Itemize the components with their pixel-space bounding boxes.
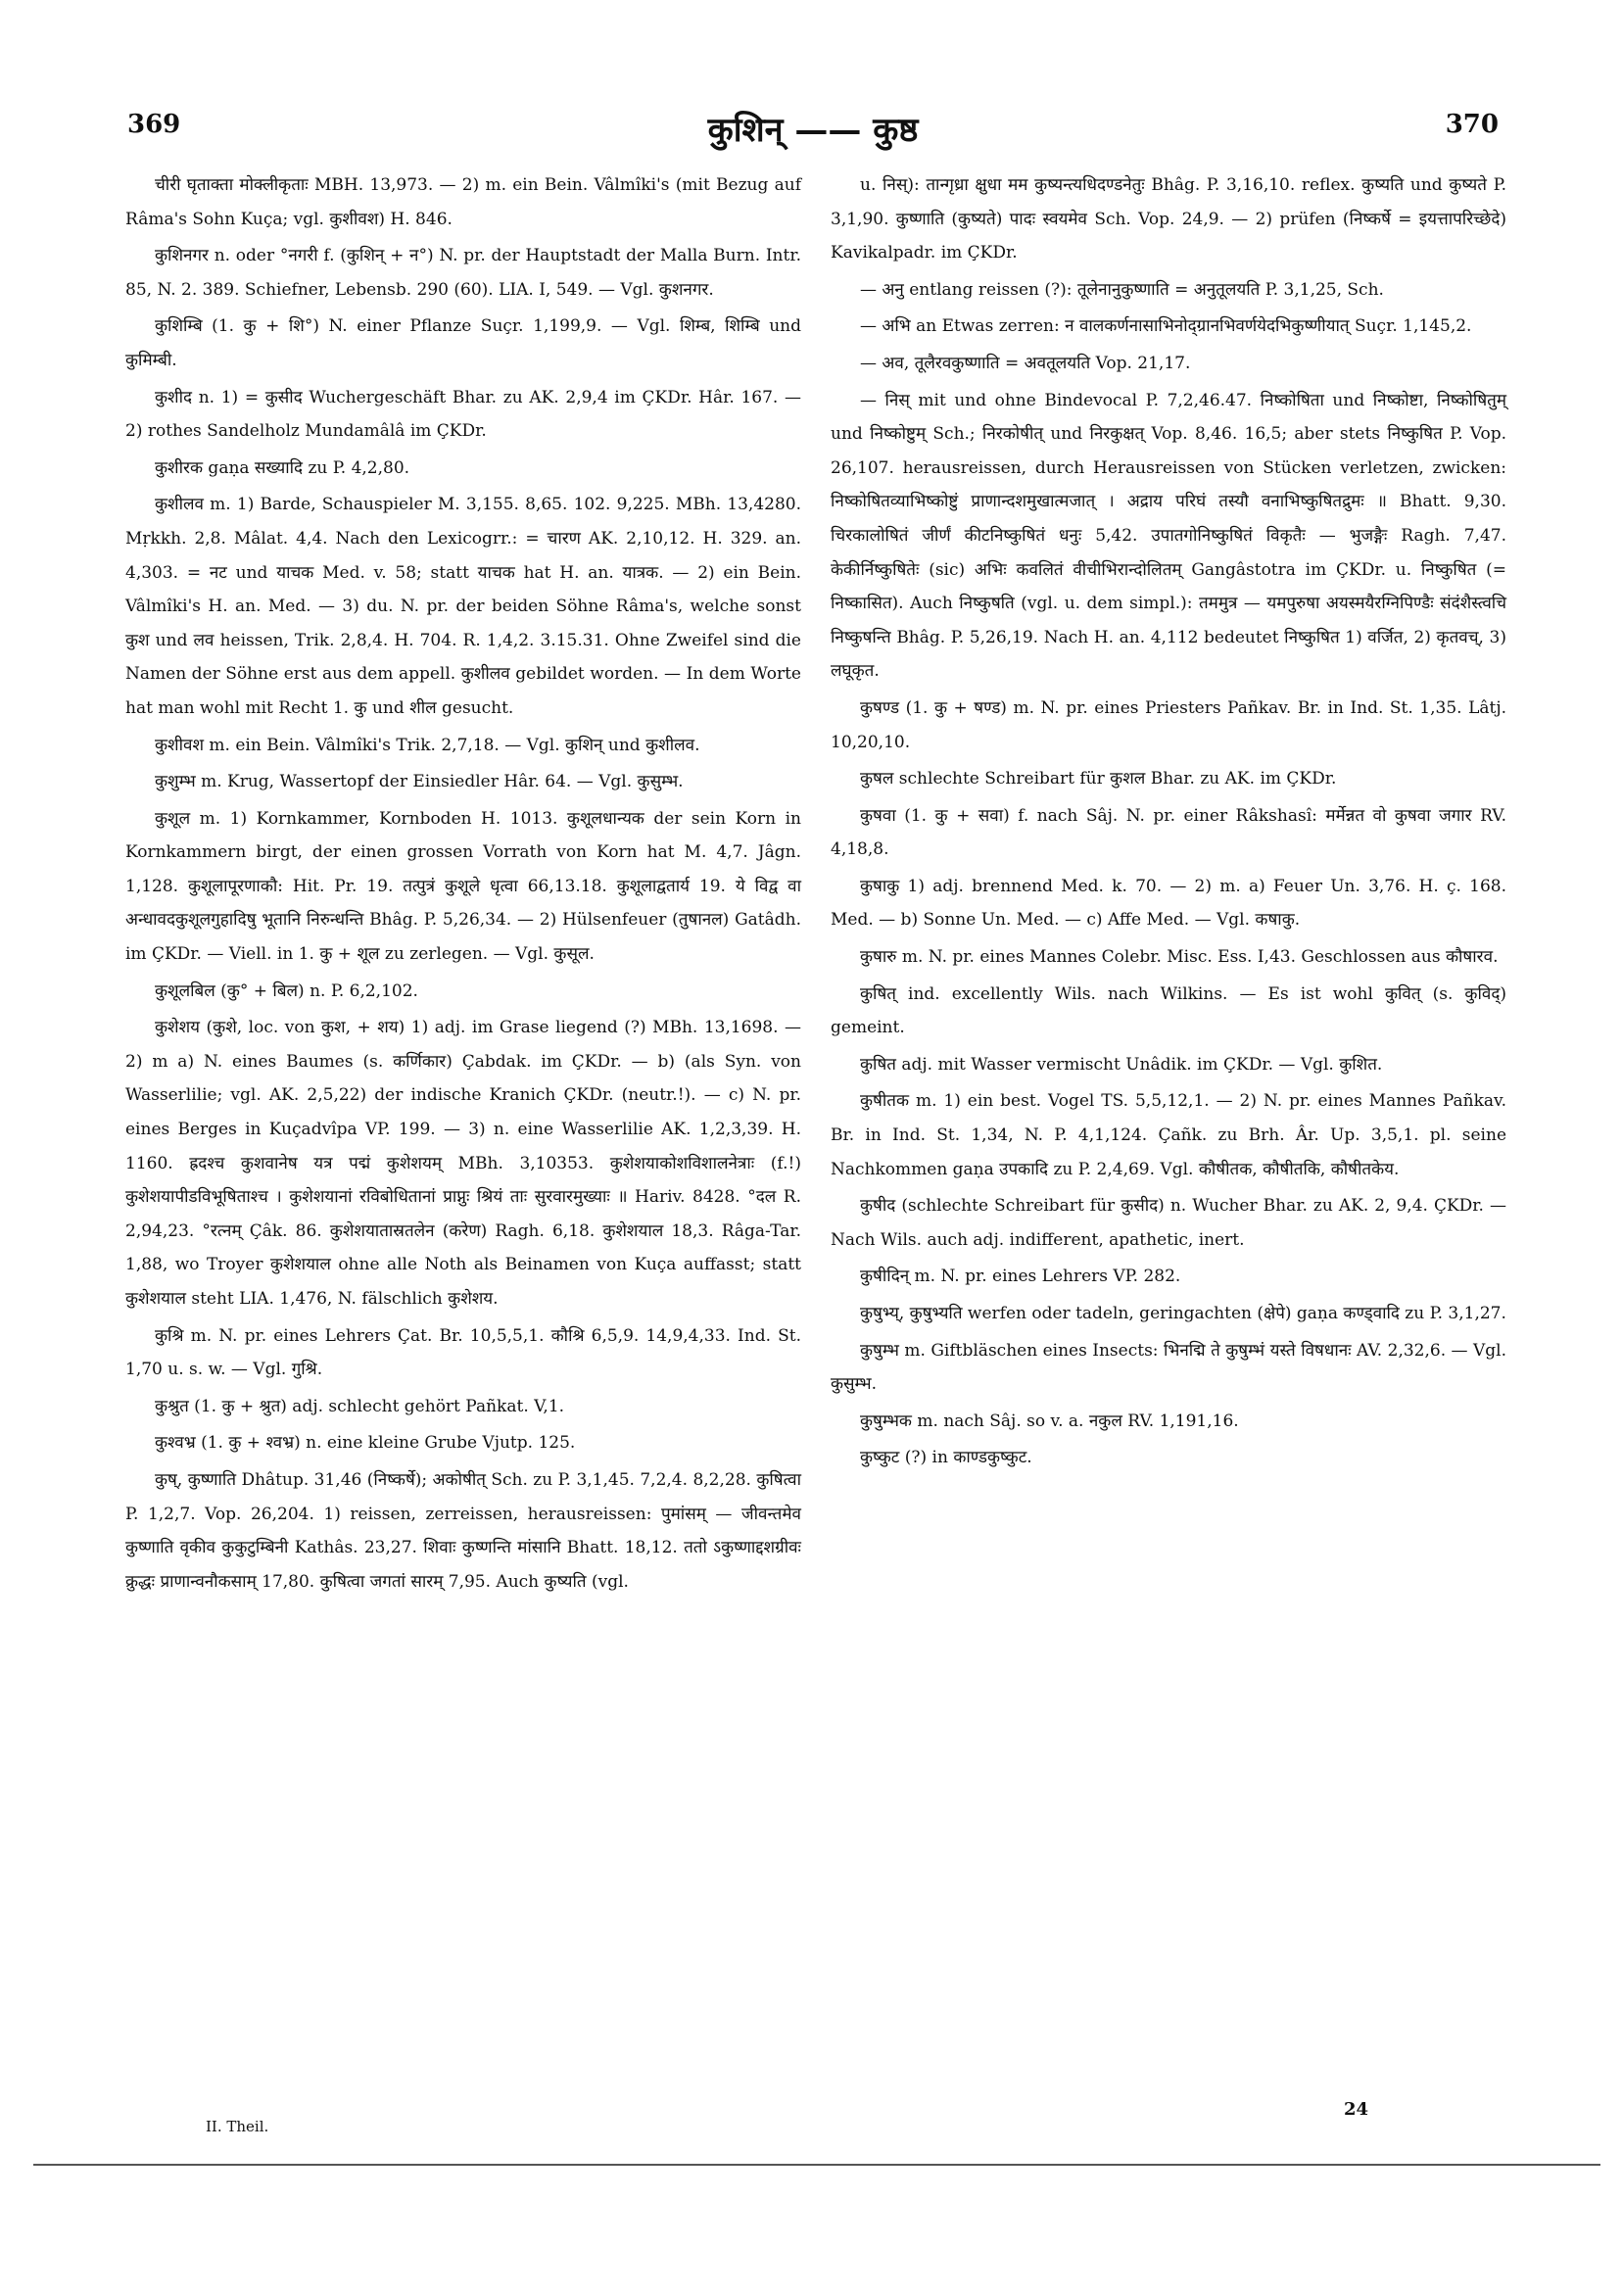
left-column [125,168,801,1602]
dictionary-entry: कुष्कुट (?) in काण्डकुष्कुट. [860,1448,1032,1468]
dictionary-entry: कुशेशय (कुशे, loc. von कुश, + शय) 1) adj. im Grase liegend (?) MBh. 13,1698. — 2) m a) N. eines Baumes (s. कर्णिकार) Çabdak. im ÇKDr. — b) (als Syn. von Wasserlilie; vgl. AK. 2,5,22) der indische Kranich ÇKDr. (neutr.!). — c) N. pr. eines Berges in Kuçadvîpa VP. 199. — 3) n. eine Wasserlilie AK. 1,2,3,39. H. 1160. ह्रदश्च कुशवानेष यत्र पद्मं कुशेशयम् MBh. 3,10353. कुशेशयाकोशविशालनेत्राः (f.!) कुशेशयापीडविभूषिताश्च । कुशेशयानां रविबोधितानां प्राप्नुः श्रियं ताः सुरवारमुख्याः ॥ Hariv. 8428. °दल R. 2,94,23. °रत्नम् Çâk. 86. कुशेशयातास्रतलेन (करेण) Ragh. 6,18. कुशेशयाल 18,3. Râga-Tar. 1,88, wo Troyer कुशेशयाल ohne alle Noth als Beinamen von Kuça auffasst; statt कुशेशयाल steht LIA. 1,476, N. fälschlich कुशेशय. [125,1018,801,1309]
right-column [831,168,1506,1478]
dictionary-entry: कुशीरक gaṇa सख्यादि zu P. 4,2,80. [155,457,410,478]
dictionary-entry: — अभि an Etwas zerren: न वालकर्णनासाभिनोद्ग्रानभिवर्णयेदभिकुष्णीयात् Suçr. 1,145,2. [860,316,1472,337]
dictionary-entry: कुषाकु 1) adj. brennend Med. k. 70. — 2) m. a) Feuer Un. 3,76. H. ç. 168. Med. — b) Sonne Un. Med. — c) Affe Med. — Vgl. कषाकु. [831,876,1506,931]
dictionary-entry: कुषीदिन् m. N. pr. eines Lehrers VP. 282. [860,1267,1181,1287]
dictionary-entry: कुशीद n. 1) = कुसीद Wuchergeschäft Bhar. zu AK. 2,9,4 im ÇKDr. Hâr. 167. — 2) rothes Sandelholz Mundamâlâ im ÇKDr. [125,387,801,442]
signature-mark: II. Theil. [206,2118,269,2135]
signature-number: 24 [1344,2099,1369,2120]
running-header [118,110,1508,159]
dictionary-entry: कुषित् ind. excellently Wils. nach Wilkins. — Es ist wohl कुवित् (s. कुविद्) gemeint. [831,983,1506,1038]
dictionary-entry: कुशिनगर n. oder °नगरी f. (कुशिन् + न°) N. pr. der Hauptstadt der Malla Burn. Intr. 85, N. 2. 389. Schiefner, Lebensb. 290 (60). LIA. I, 549. — Vgl. कुशनगर. [125,246,801,300]
dictionary-entry: कुषवा (1. कु + सवा) f. nach Sâj. N. pr. einer Râkshasî: मर्मेन्नत वो कुषवा जगार RV. 4,18,8. [831,805,1506,860]
dictionary-entry: कुश्रि m. N. pr. eines Lehrers Çat. Br. 10,5,5,1. कौश्रि 6,5,9. 14,9,4,33. Ind. St. 1,70 u. s. w. — Vgl. गुश्रि. [125,1325,801,1380]
page-number-left: 369 [127,110,181,139]
dictionary-entry: कुशीलव m. 1) Barde, Schauspieler M. 3,155. 8,65. 102. 9,225. MBh. 13,4280. Mṛkkh. 2,8. Mâlat. 4,4. Nach den Lexicogrr.: = चारण AK. 2,10,12. H. 329. an. 4,303. = नट und याचक Med. v. 58; statt याचक hat H. an. यात्रक. — 2) ein Bein. Vâlmîki's H. an. Med. — 3) du. N. pr. der beiden Söhne Râma's, welche sonst कुश und लव heissen, Trik. 2,8,4. H. 704. R. 1,4,2. 3.15.31. Ohne Zweifel sind die Namen der Söhne erst aus dem appell. कुशीलव gebildet worden. — In dem Worte hat man wohl mit Recht 1. कु und शील gesucht. [125,495,801,718]
dictionary-entry: u. निस्): तान्गृध्रा क्षुधा मम कुष्यन्त्यधिदण्डनेतुः Bhâg. P. 3,16,10. reflex. कुष्यति und कुष्यते P. 3,1,90. कुष्णाति (कुष्यते) पादः स्वयमेव Sch. Vop. 24,9. — 2) prüfen (निष्कर्षे = इयत्तापरिच्छेदे) Kavikalpadr. im ÇKDr. [831,175,1506,263]
dictionary-entry: चीरी घृताक्ता मोक्लीकृताः MBH. 13,973. — 2) m. ein Bein. Vâlmîki's (mit Bezug auf Râma's Sohn Kuça; vgl. कुशीवश) H. 846. [125,175,801,229]
dictionary-entry: कुषित adj. mit Wasser vermischt Unâdik. im ÇKDr. — Vgl. कुशित. [860,1054,1383,1075]
running-title: कुशिन् —— कुष्ठ [707,111,919,150]
page-number-right: 370 [1445,110,1499,139]
dictionary-entry: — अनु entlang reissen (?): तूलेनानुकुष्णाति = अनुतूलयति P. 3,1,25, Sch. [860,279,1384,300]
dictionary-entry: कुषीद (schlechte Schreibart für कुसीद) n. Wucher Bhar. zu AK. 2, 9,4. ÇKDr. — Nach Wils. auch adj. indifferent, apathetic, inert. [831,1196,1506,1250]
dictionary-entry: कुशूलबिल (कु° + बिल) n. P. 6,2,102. [155,981,418,1001]
dictionary-entry: — अव, तूलैरवकुष्णाति = अवतूलयति Vop. 21,17. [860,353,1191,373]
dictionary-entry: कुशूल m. 1) Kornkammer, Kornboden H. 1013. कुशूलधान्यक der sein Korn in Kornkammern birgt, der einen grossen Vorrath von Korn hat M. 4,7. Jâgn. 1,128. कुशूलापूरणाकौ: Hit. Pr. 19. तत्पुत्रं कुशूले धृत्वा 66,13.18. कुशूलाद्वतार्य 19. ये विद्व वा अन्धावदकुशूलगुहादिषु भूतानि निरुन्धन्ति Bhâg. P. 5,26,34. — 2) Hülsenfeuer (तुषानल) Gatâdh. im ÇKDr. — Viell. in 1. कु + शूल zu zerlegen. — Vgl. कुसूल. [125,808,801,965]
dictionary-entry: — निस् mit und ohne Bindevocal P. 7,2,46.47. निष्कोषिता und निष्कोष्टा, निष्कोषितुम् und निष्कोष्टुम् Sch.; निरकोषीत् und निरकुक्षत् Vop. 8,46. 16,5; aber stets निष्कुषित P. Vop. 26,107. herausreissen, durch Herausreissen von Stücken verletzen, zwicken: निष्कोषितव्याभिष्कोष्टुं प्राणान्दशमुखात्मजात् । अद्राय परिघं तस्यौ वनाभिष्कुषितद्रुमः ॥ Bhatt. 9,30. चिरकालोषितं जीर्णं कीटनिष्कुषितं धनुः 5,42. उपातगोनिष्कुषितं विकृतैः — भुजङ्गैः Ragh. 7,47. केकीर्निष्कुषितेः (sic) अभिः कवलितं वीचीभिरान्दोलितम् Gangâstotra im ÇKDr. u. निष्कुषित (= निष्कासित). Auch निष्कुषति (vgl. u. dem simpl.): तममुत्र — यमपुरुषा अयस्मयैरग्निपिण्डैः संदंशैस्त्वचि निष्कुषन्ति Bhâg. P. 5,26,19. Nach H. an. 4,112 bedeutet निष्कुषित 1) वर्जित, 2) कृतवच्, 3) लघूकृत. [831,390,1506,682]
dictionary-entry: कुष्, कुष्णाति Dhâtup. 31,46 (निष्कर्षे); अकोषीत् Sch. zu P. 3,1,45. 7,2,4. 8,2,28. कुषित्वा P. 1,2,7. Vop. 26,204. 1) reissen, zerreissen, herausreissen: पुमांसम् — जीवन्तमेव कुष्णाति वृकीव कुकुटुम्बिनी Kathâs. 23,27. शिवाः कुष्णन्ति मांसानि Bhatt. 18,12. ततो ऽकुष्णाद्दशग्रीवः क्रुद्धः प्राणान्वनौकसाम् 17,80. कुषित्वा जगतां सारम् 7,95. Auch कुष्यति (vgl. [125,1469,801,1592]
dictionary-entry: कुषण्ड (1. कु + षण्ड) m. N. pr. eines Priesters Pañkav. Br. in Ind. St. 1,35. Lâtj. 10,20,10. [831,697,1506,752]
page-edge-rule [33,2164,1600,2166]
dictionary-entry: कुषल schlechte Schreibart für कुशल Bhar. zu AK. im ÇKDr. [860,769,1337,789]
dictionary-entry: कुश्वभ्र (1. कु + श्वभ्र) n. eine kleine Grube Vjutp. 125. [155,1433,576,1454]
dictionary-entry: कुशुम्भ m. Krug, Wassertopf der Einsiedler Hâr. 64. — Vgl. कुसुम्भ. [155,772,684,792]
dictionary-entry: कुश्रुत (1. कु + श्रुत) adj. schlecht gehört Pañkat. V,1. [155,1396,565,1416]
dictionary-entry: कुषुभ्य्, कुषुभ्यति werfen oder tadeln, geringachten (क्षेपे) gaṇa कण्ड्वादि zu P. 3,1,27. [860,1304,1506,1323]
dictionary-entry: कुशिम्बि (1. कु + शि°) N. einer Pflanze Suçr. 1,199,9. — Vgl. शिम्ब, शिम्बि und कुमिम्बी. [125,316,801,370]
dictionary-entry: कुषुम्भ m. Giftbläschen eines Insects: भिनद्मि ते कुषुम्भं यस्ते विषधानः AV. 2,32,6. — Vgl. कुसुम्भ. [831,1340,1506,1395]
dictionary-entry: कुशीवश m. ein Bein. Vâlmîki's Trik. 2,7,18. — Vgl. कुशिन् und कुशीलव. [155,735,700,755]
dictionary-entry: कुषीतक m. 1) ein best. Vogel TS. 5,5,12,1. — 2) N. pr. eines Mannes Pañkav. Br. in Ind. St. 1,34, N. P. 4,1,124. Çañk. zu Brh. Âr. Up. 3,5,1. pl. seine Nachkommen gaṇa उपकादि zu P. 2,4,69. Vgl. कौषीतक, कौषीतकि, कौषीतकेय. [831,1091,1506,1179]
dictionary-entry: कुषारु m. N. pr. eines Mannes Colebr. Misc. Ess. I,43. Geschlossen aus कौषारव. [860,947,1499,968]
dictionary-entry: कुषुम्भक m. nach Sâj. so v. a. नकुल RV. 1,191,16. [860,1411,1239,1431]
